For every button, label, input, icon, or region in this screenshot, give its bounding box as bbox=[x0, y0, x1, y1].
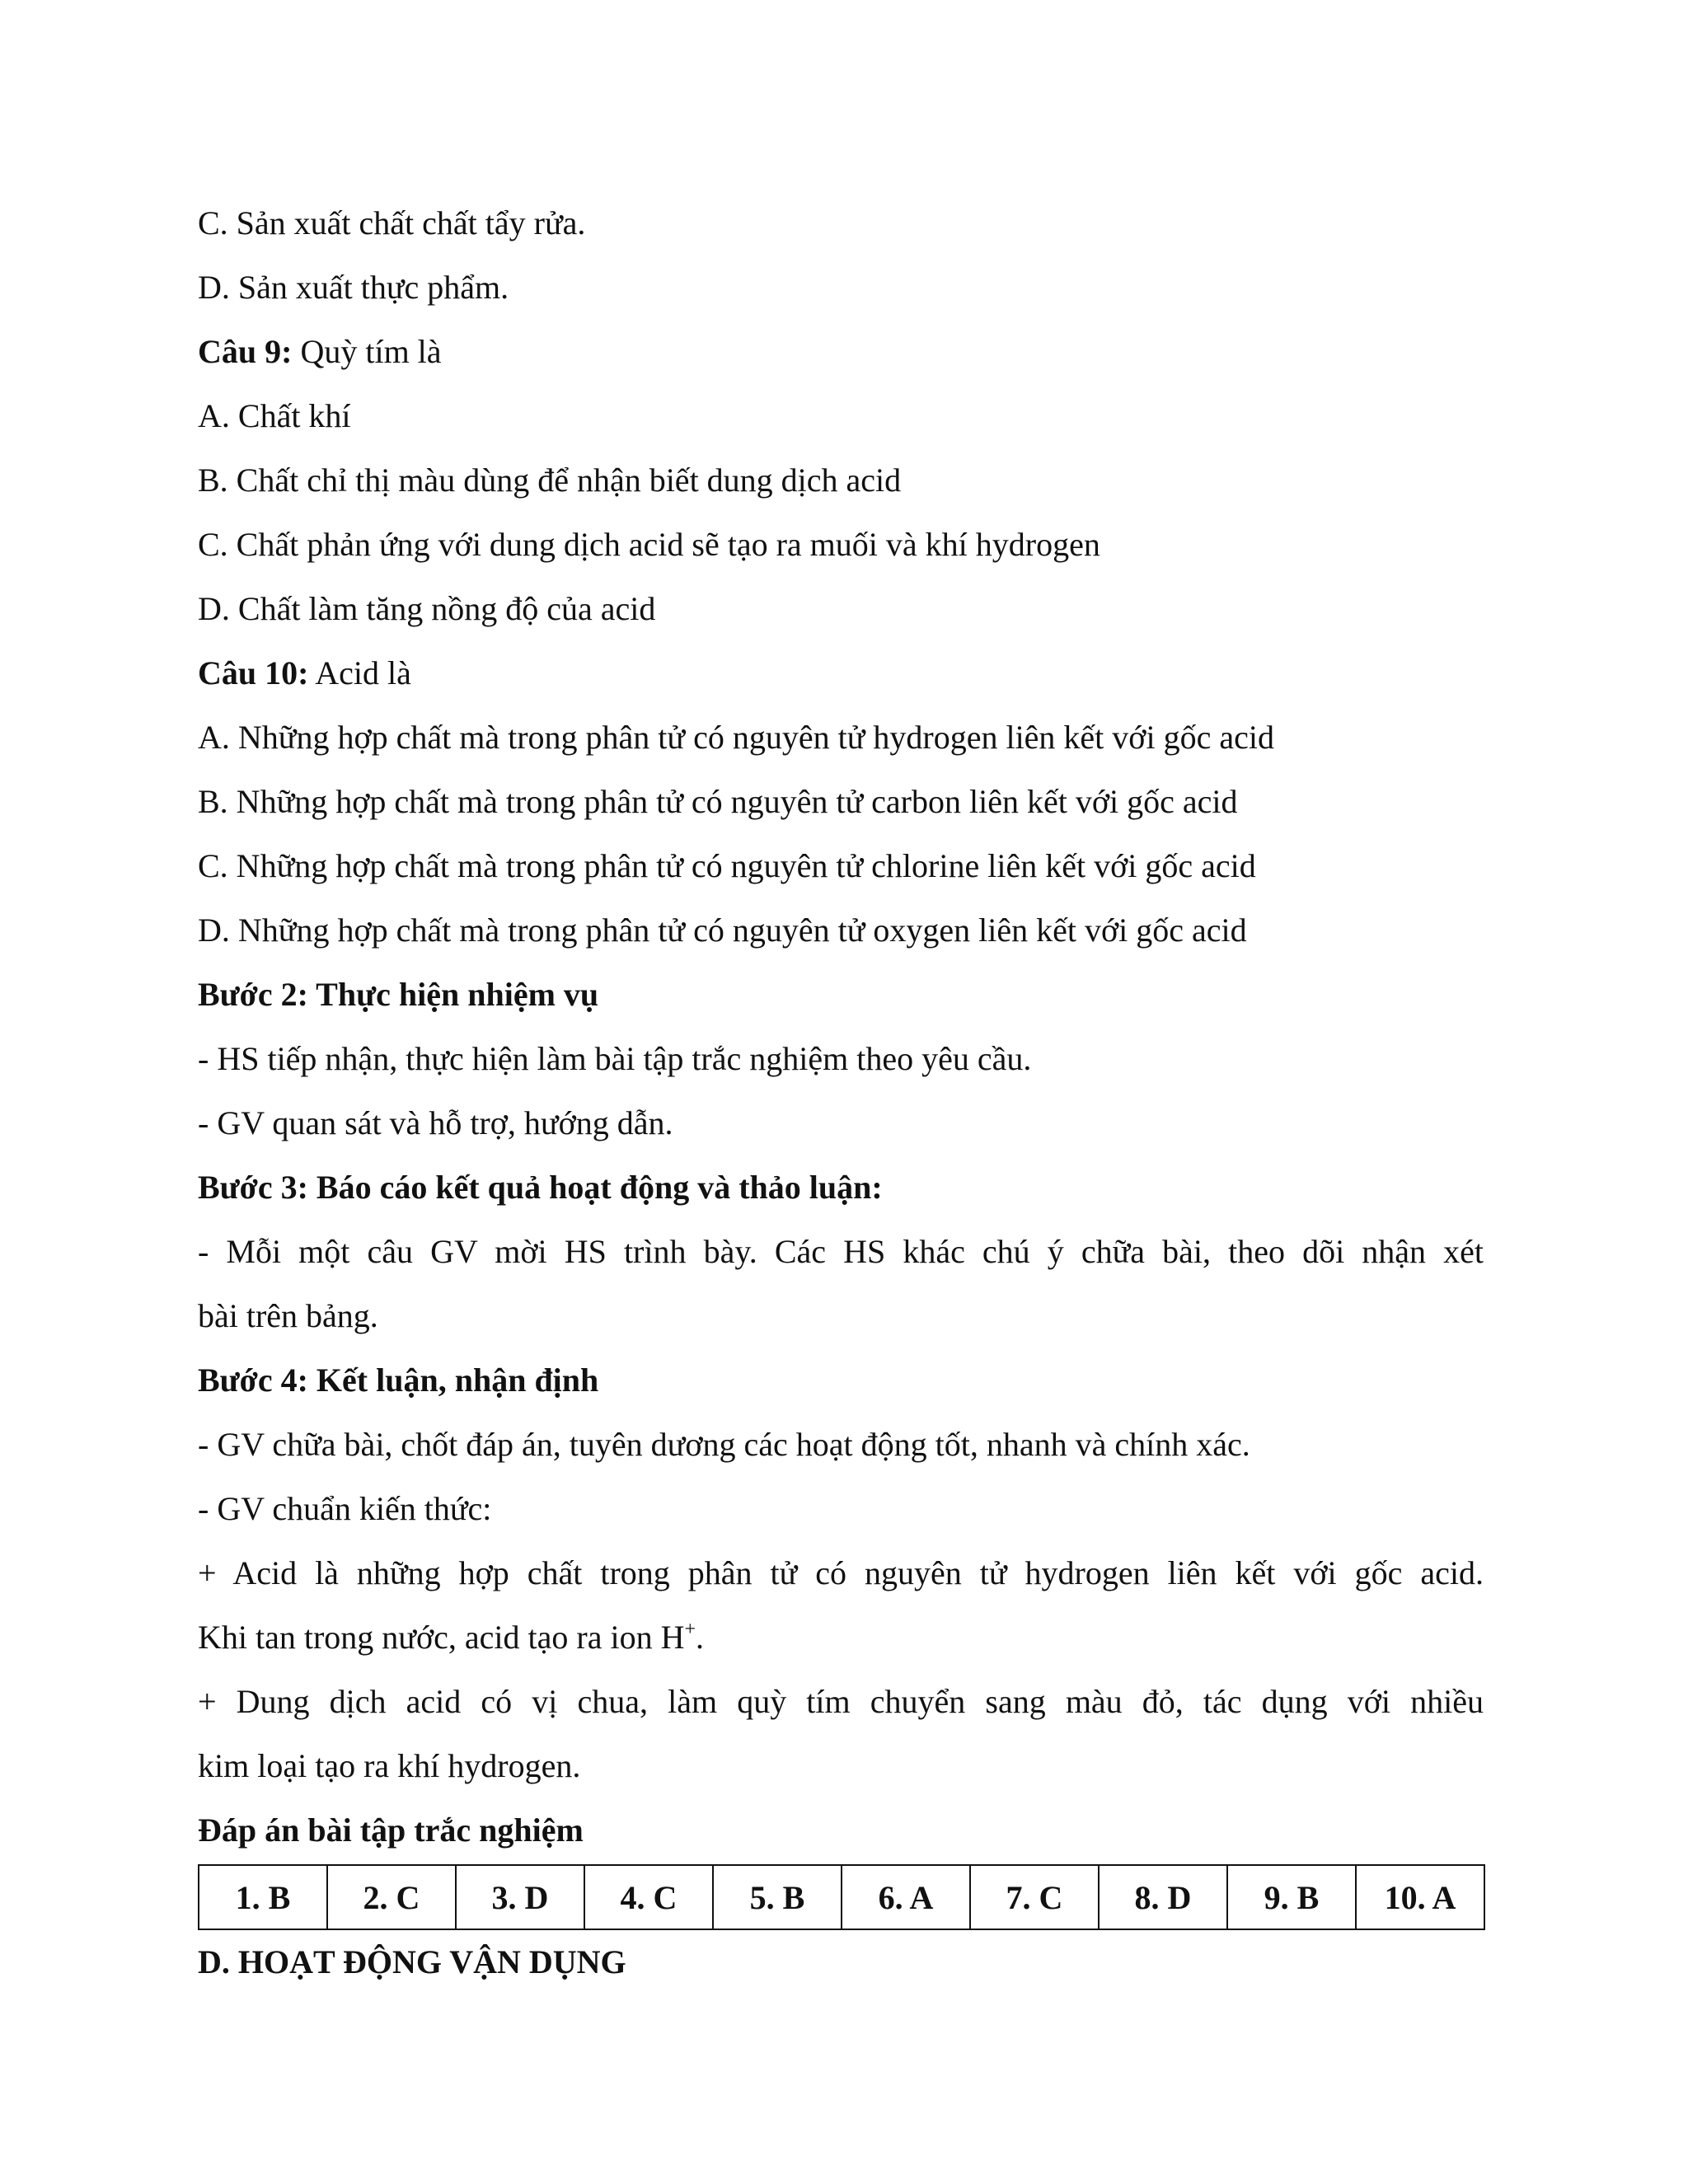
q10-option-b: B. Những hợp chất mà trong phân tử có nguyên tử carbon liên kết với gốc acid bbox=[198, 783, 1238, 820]
q8-option-d: D. Sản xuất thực phẩm. bbox=[198, 269, 509, 306]
q9-option-b: B. Chất chỉ thị màu dùng để nhận biết dung dịch acid bbox=[198, 462, 902, 499]
step4-heading bbox=[198, 1348, 1484, 1413]
answer-table bbox=[198, 1864, 1485, 1930]
step4-heading-text: Bước 4: Kết luận, nhận định bbox=[198, 1361, 599, 1399]
q9-question bbox=[198, 320, 1484, 384]
q10-question bbox=[198, 641, 1484, 705]
answer-cell: 6. A bbox=[842, 1865, 970, 1929]
q9-option-a: A. Chất khí bbox=[198, 397, 351, 434]
ion-charge: + bbox=[684, 1619, 696, 1640]
knowledge-1b-text: Khi tan trong nước, acid tạo ra ion H bbox=[198, 1619, 685, 1656]
q9-option-d: D. Chất làm tăng nồng độ của acid bbox=[198, 590, 656, 627]
section-d-heading-text: D. HOẠT ĐỘNG VẬN DỤNG bbox=[198, 1943, 626, 1980]
step4-line-1: - GV chữa bài, chốt đáp án, tuyên dương các hoạt động tốt, nhanh và chính xác. bbox=[198, 1426, 1250, 1463]
q9-label: Câu 9: bbox=[198, 333, 293, 370]
answer-cell: 3. D bbox=[456, 1865, 584, 1929]
answer-table-row bbox=[199, 1865, 1484, 1929]
q9-option-c: C. Chất phản ứng với dung dịch acid sẽ tạo ra muối và khí hydrogen bbox=[198, 526, 1100, 563]
q10-option-a: A. Những hợp chất mà trong phân tử có nguyên tử hydrogen liên kết với gốc acid bbox=[198, 719, 1274, 756]
step3-heading bbox=[198, 1155, 1484, 1220]
answer-cell: 10. A bbox=[1356, 1865, 1484, 1929]
q8-option-c: C. Sản xuất chất chất tẩy rửa. bbox=[198, 204, 586, 241]
answer-cell: 5. B bbox=[713, 1865, 842, 1929]
step2-line-2: - GV quan sát và hỗ trợ, hướng dẫn. bbox=[198, 1104, 673, 1141]
step3-line-1b: bài trên bảng. bbox=[198, 1297, 378, 1334]
knowledge-2a: + Dung dịch acid có vị chua, làm quỳ tím chuyển sang màu đỏ, tác dụng với nhiều bbox=[198, 1683, 1484, 1720]
knowledge-1b bbox=[198, 1605, 1484, 1670]
document-page bbox=[198, 191, 1484, 1994]
q10-text: Acid là bbox=[308, 654, 411, 691]
step3-line-1a: - Mỗi một câu GV mời HS trình bày. Các HS khác chú ý chữa bài, theo dõi nhận xét bbox=[198, 1233, 1484, 1270]
step2-heading-text: Bước 2: Thực hiện nhiệm vụ bbox=[198, 976, 599, 1013]
answer-cell: 8. D bbox=[1099, 1865, 1227, 1929]
step2-heading bbox=[198, 963, 1484, 1027]
answer-cell: 2. C bbox=[327, 1865, 456, 1929]
step2-line-1: - HS tiếp nhận, thực hiện làm bài tập trắc nghiệm theo yêu cầu. bbox=[198, 1040, 1032, 1077]
step3-heading-text: Bước 3: Báo cáo kết quả hoạt động và thảo luận: bbox=[198, 1169, 883, 1206]
answers-heading-text: Đáp án bài tập trắc nghiệm bbox=[198, 1811, 584, 1849]
q10-option-d: D. Những hợp chất mà trong phân tử có nguyên tử oxygen liên kết với gốc acid bbox=[198, 912, 1247, 949]
answer-cell: 4. C bbox=[584, 1865, 713, 1929]
q9-text: Quỳ tím là bbox=[292, 333, 442, 370]
q10-option-c: C. Những hợp chất mà trong phân tử có nguyên tử chlorine liên kết với gốc acid bbox=[198, 847, 1256, 884]
answer-cell: 7. C bbox=[970, 1865, 1099, 1929]
answers-heading bbox=[198, 1798, 1484, 1863]
knowledge-1a: + Acid là những hợp chất trong phân tử có nguyên tử hydrogen liên kết với gốc acid. bbox=[198, 1554, 1484, 1591]
answer-cell: 1. B bbox=[199, 1865, 327, 1929]
step4-line-2: - GV chuẩn kiến thức: bbox=[198, 1490, 492, 1527]
q10-label: Câu 10: bbox=[198, 654, 309, 691]
section-d-heading bbox=[198, 1930, 1484, 1994]
knowledge-2b: kim loại tạo ra khí hydrogen. bbox=[198, 1747, 581, 1784]
answer-cell: 9. B bbox=[1227, 1865, 1356, 1929]
knowledge-1b-end: . bbox=[696, 1619, 704, 1656]
